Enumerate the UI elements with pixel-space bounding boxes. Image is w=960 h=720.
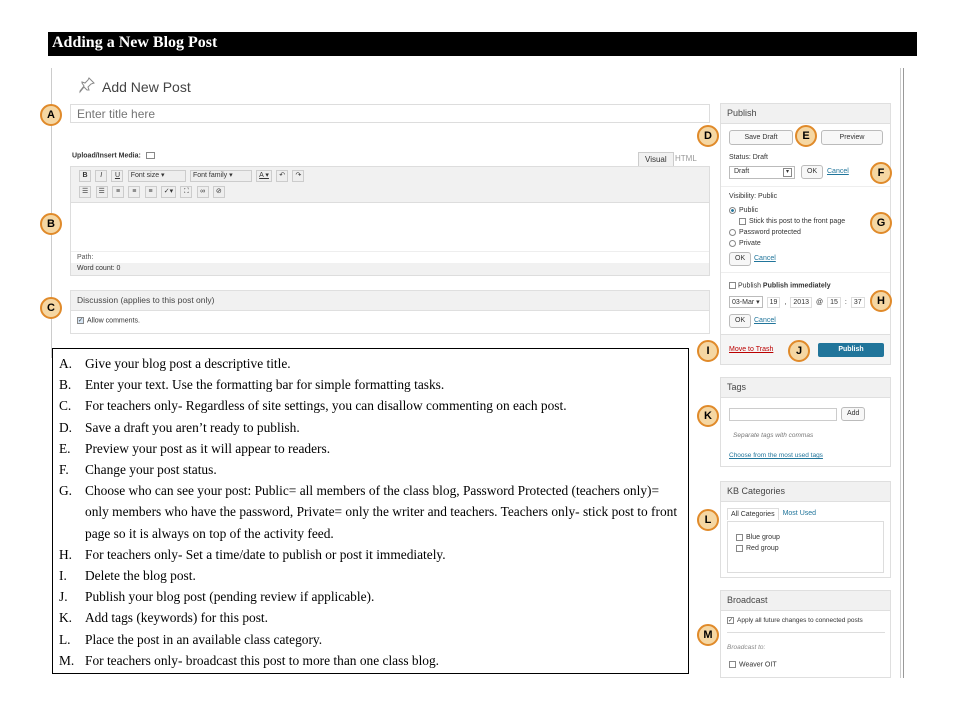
publish-time-label: Publish immediately (762, 282, 831, 290)
instruction-text: Publish your blog post (pending review if applicable). (85, 589, 375, 605)
marker-b: B (40, 213, 62, 235)
instruction-item (59, 629, 682, 650)
spellcheck-icon[interactable]: ✓▾ (161, 186, 176, 198)
chevron-down-icon: ▾ (783, 168, 792, 177)
underline-button[interactable]: U (111, 170, 123, 182)
allow-comments-label: Allow comments. (87, 317, 140, 325)
divider (727, 632, 885, 633)
instruction-item (59, 544, 682, 565)
time-ok-button[interactable]: OK (729, 314, 751, 328)
instruction-letter: B. (59, 377, 72, 393)
align-center-icon[interactable]: ≡ (128, 186, 140, 198)
instruction-item (59, 565, 682, 586)
date-fields: 03-Mar ▾ 19 , 2013 @ 15 : 37 (729, 296, 865, 308)
stick-label: Stick this post to the front page (749, 218, 846, 225)
year-input[interactable]: 2013 (790, 297, 812, 308)
status-select[interactable] (729, 166, 795, 179)
marker-j: J (788, 340, 810, 362)
categories-title: KB Categories (721, 482, 890, 502)
visibility-options (729, 205, 845, 249)
move-to-trash-link[interactable]: Move to Trash (729, 346, 774, 353)
instruction-text: Choose who can see your post: Public= all members of the class blog, Password Protected (teachers only)= only members who have the password, Private= only the writer and teachers. Teachers only- stick post to front page so it is always on top of the activity feed. (85, 483, 678, 541)
tags-title: Tags (721, 378, 890, 398)
post-title-input[interactable] (70, 104, 710, 123)
instruction-letter: G. (59, 483, 73, 499)
marker-e: E (795, 125, 817, 147)
instruction-letter: D. (59, 419, 73, 435)
tags-input[interactable] (729, 408, 837, 421)
instruction-item (59, 586, 682, 607)
word-count: Word count: 0 (71, 263, 709, 275)
publish-button[interactable]: Publish (818, 343, 884, 357)
preview-button[interactable]: Preview (821, 130, 883, 145)
apply-changes-row[interactable] (727, 617, 863, 624)
instruction-text: Enter your text. Use the formatting bar for simple formatting tasks. (85, 377, 445, 393)
marker-m: M (697, 624, 719, 646)
marker-k: K (697, 405, 719, 427)
link-icon[interactable]: ∞ (197, 186, 209, 198)
instruction-text: For teachers only- broadcast this post to more than one class blog. (85, 652, 440, 668)
instruction-item (59, 607, 682, 628)
divider (721, 186, 890, 187)
discussion-title: Discussion (applies to this post only) (71, 291, 709, 311)
status-value: Draft (734, 168, 750, 175)
time-cancel-link[interactable]: Cancel (754, 317, 776, 324)
at-symbol: @ (815, 298, 824, 306)
divider (721, 272, 890, 273)
add-tag-button[interactable]: Add (841, 407, 865, 421)
font-family-label: Font family (192, 172, 228, 179)
tab-all-categories[interactable]: All Categories (727, 508, 779, 520)
blog-checkbox[interactable] (729, 661, 736, 668)
instruction-text: Give your blog post a descriptive title. (85, 356, 291, 371)
category-item[interactable] (736, 532, 875, 543)
instruction-letter: F. (59, 462, 69, 478)
redo-icon[interactable]: ↷ (292, 170, 304, 182)
pushpin-icon (78, 76, 96, 97)
stick-front-page[interactable] (729, 216, 845, 227)
category-tabs (727, 508, 820, 520)
password-radio[interactable] (729, 229, 736, 236)
bold-button[interactable]: B (79, 170, 91, 182)
scrollbar-edge (903, 68, 904, 678)
category-label: Red group (746, 545, 779, 552)
stick-checkbox[interactable] (739, 218, 746, 225)
media-icon[interactable] (146, 152, 155, 159)
broadcast-title: Broadcast (721, 591, 890, 611)
instruction-letter: J. (59, 589, 68, 605)
instruction-letter: K. (59, 610, 73, 626)
font-size-label: Font size (130, 172, 160, 179)
public-label: Public (739, 207, 759, 214)
public-radio[interactable] (729, 207, 736, 214)
instruction-item (59, 395, 682, 416)
marker-g: G (870, 212, 892, 234)
visibility-private[interactable] (729, 238, 845, 249)
instruction-item (59, 480, 682, 544)
instruction-item (59, 374, 682, 395)
category-checkbox[interactable] (736, 545, 743, 552)
choose-tags-link[interactable]: Choose from the most used tags (729, 452, 823, 459)
category-list (727, 521, 884, 573)
document-heading: Adding a New Blog Post (48, 32, 917, 56)
password-label: Password protected (739, 229, 801, 236)
marker-l: L (697, 509, 719, 531)
category-checkbox[interactable] (736, 534, 743, 541)
editor-text-area[interactable] (71, 203, 709, 251)
page-title: Add New Post (102, 78, 191, 95)
instruction-letter: A. (59, 356, 73, 371)
marker-h: H (870, 290, 892, 312)
tags-hint: Separate tags with commas (733, 432, 814, 439)
visibility-password[interactable] (729, 227, 845, 238)
align-right-icon[interactable]: ≡ (145, 186, 157, 198)
blog-label: Weaver OIT (739, 661, 777, 669)
category-item[interactable] (736, 543, 875, 554)
upload-media-row (72, 152, 155, 159)
tab-visual[interactable]: Visual (638, 152, 674, 166)
text-color-label: A (259, 172, 264, 179)
instruction-text: For teachers only- Regardless of site settings, you can disallow commenting on each post. (85, 398, 567, 414)
tags-box (720, 377, 891, 467)
instruction-letter: E. (59, 440, 71, 456)
frame-border-right (900, 68, 901, 678)
align-left-icon[interactable]: ≡ (112, 186, 124, 198)
instruction-text: Place the post in an available class category. (85, 631, 323, 647)
instruction-item (59, 353, 682, 374)
status-cancel-link[interactable]: Cancel (827, 168, 849, 175)
editor-path: Path: (71, 251, 709, 263)
visibility-ok-button[interactable]: OK (729, 252, 751, 266)
marker-a: A (40, 104, 62, 126)
instruction-text: Save a draft you aren’t ready to publish. (85, 419, 300, 435)
discussion-box (70, 290, 710, 334)
font-size-select[interactable]: Font size ▾ (128, 170, 186, 182)
allow-comments-checkbox[interactable]: ✓ (78, 318, 84, 324)
instruction-text: Delete the blog post. (85, 568, 196, 584)
bullet-list-icon[interactable]: ☰ (79, 186, 91, 198)
instruction-item (59, 417, 682, 438)
instruction-letter: L. (59, 631, 71, 647)
instruction-letter: M. (59, 652, 75, 668)
marker-c: C (40, 297, 62, 319)
marker-i: I (697, 340, 719, 362)
fullscreen-icon[interactable]: ⛶ (180, 186, 192, 198)
broadcast-to-label: Broadcast to: (727, 644, 766, 651)
instruction-text: Preview your post as it will appear to readers. (85, 440, 331, 456)
month-select[interactable] (729, 296, 763, 308)
instruction-letter: C. (59, 398, 72, 414)
undo-icon[interactable]: ↶ (276, 170, 288, 182)
kb-categories-box (720, 481, 891, 578)
visibility-label: Visibility: Public (729, 193, 778, 200)
instruction-letter: H. (59, 546, 73, 562)
allow-comments-row[interactable] (71, 311, 709, 330)
status-label: Status: Draft (729, 154, 768, 161)
save-draft-button[interactable]: Save Draft (729, 130, 793, 145)
instruction-item (59, 438, 682, 459)
upload-media-label: Upload/Insert Media: (72, 152, 141, 160)
broadcast-box (720, 590, 891, 678)
day-input[interactable]: 19 (767, 297, 781, 308)
publish-title: Publish (721, 104, 890, 124)
numbered-list-icon[interactable]: ☰ (96, 186, 108, 198)
font-family-select[interactable]: Font family ▾ (190, 170, 252, 182)
tab-most-used[interactable]: Most Used (782, 510, 817, 517)
formatting-toolbar (71, 167, 709, 203)
hour-input[interactable]: 15 (827, 297, 841, 308)
editor-box (70, 166, 710, 276)
instruction-letter: I. (59, 568, 67, 584)
month-value: 03-Mar (732, 299, 755, 306)
instruction-text: Change your post status. (85, 462, 217, 478)
calendar-icon (729, 282, 736, 289)
marker-f: F (870, 162, 892, 184)
italic-button[interactable]: I (95, 170, 107, 182)
unlink-icon[interactable]: ⊘ (213, 186, 225, 198)
visibility-cancel-link[interactable]: Cancel (754, 255, 776, 262)
instruction-item (59, 650, 682, 671)
tab-html[interactable]: HTML (675, 154, 697, 163)
instruction-text: For teachers only- Set a time/date to publish or post it immediately. (85, 546, 446, 562)
minute-input[interactable]: 37 (851, 297, 865, 308)
visibility-public[interactable] (729, 205, 845, 216)
apply-label: Apply all future changes to connected posts (737, 617, 863, 625)
instructions-list (52, 348, 689, 674)
page-header (78, 76, 191, 97)
chevron-down-icon: ▾ (756, 299, 760, 306)
publish-time-row: Publish Publish immediately (729, 282, 831, 289)
marker-d: D (697, 125, 719, 147)
instruction-text: Add tags (keywords) for this post. (85, 610, 268, 626)
apply-checkbox[interactable]: ✓ (728, 618, 734, 624)
text-color-button[interactable]: A ▾ (256, 170, 272, 182)
broadcast-blog-row[interactable] (729, 661, 777, 668)
category-label: Blue group (746, 534, 780, 541)
private-label: Private (739, 240, 761, 247)
private-radio[interactable] (729, 240, 736, 247)
instruction-item (59, 459, 682, 480)
status-ok-button[interactable]: OK (801, 165, 823, 179)
